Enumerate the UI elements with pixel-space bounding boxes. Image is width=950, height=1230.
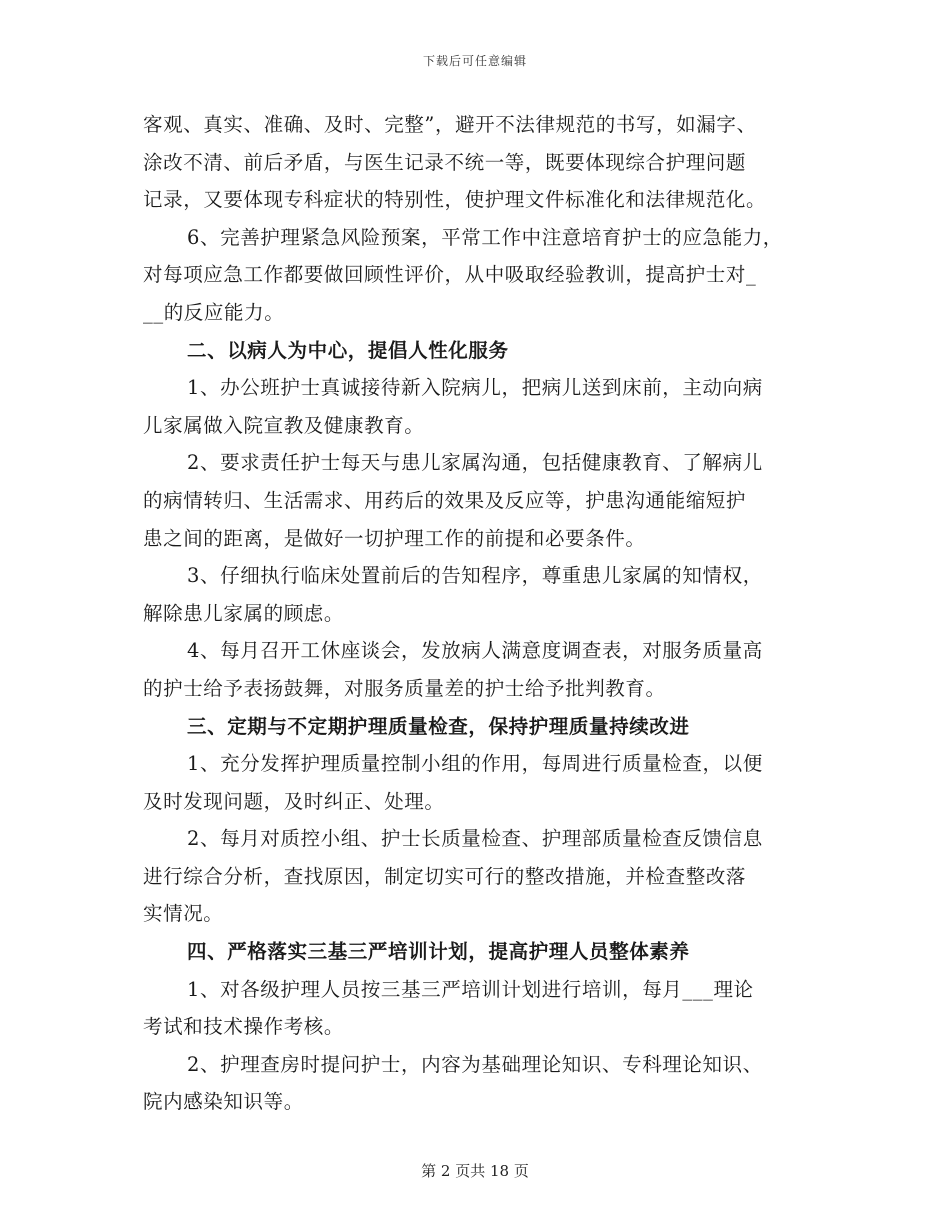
body-line: 记录，又要体现专科症状的特别性，使护理文件标准化和法律规范化。 <box>143 188 767 212</box>
body-line: 考试和技术操作考核。 <box>143 1015 345 1039</box>
body-line: 2、护理查房时提问护士，内容为基础理论知识、专科理论知识、 <box>187 1052 763 1076</box>
body-line: 院内感染知识等。 <box>143 1090 304 1114</box>
body-line: 2、要求责任护士每天与患儿家属沟通，包括健康教育、了解病儿 <box>187 451 763 475</box>
body-line: 4、每月召开工休座谈会，发放病人满意度调查表，对服务质量高 <box>187 639 763 663</box>
body-line: 患之间的距离，是做好一切护理工作的前提和必要条件。 <box>143 526 646 550</box>
page-header: 下载后可任意编辑 <box>422 54 527 68</box>
section-heading: 二、以病人为中心，提倡人性化服务 <box>187 338 509 362</box>
body-line: 实情况。 <box>143 902 224 926</box>
body-line: __的反应能力。 <box>143 300 285 324</box>
section-heading: 四、严格落实三基三严培训计划，提高护理人员整体素养 <box>187 940 690 964</box>
body-line: 涂改不清、前后矛盾，与医生记录不统一等，既要体现综合护理问题 <box>143 150 747 174</box>
body-line: 的护士给予表扬鼓舞，对服务质量差的护士给予批判教育。 <box>143 676 666 700</box>
section-heading: 三、定期与不定期护理质量检查，保持护理质量持续改进 <box>187 714 690 738</box>
body-line: 进行综合分析，查找原因，制定切实可行的整改措施，并检查整改落 <box>143 864 747 888</box>
body-line: 及时发现问题，及时纠正、处理。 <box>143 789 445 813</box>
body-line: 客观、真实、准确、及时、完整”，避开不法律规范的书写，如漏字、 <box>143 113 757 136</box>
body-line: 2、每月对质控小组、护士长质量检查、护理部质量检查反馈信息 <box>187 827 763 851</box>
body-line: 3、仔细执行临床处置前后的告知程序，尊重患儿家属的知情权， <box>187 564 763 588</box>
body-line: 1、办公班护士真诚接待新入院病儿，把病儿送到床前，主动向病 <box>187 376 763 400</box>
body-line: 的病情转归、生活需求、用药后的效果及反应等，护患沟通能缩短护 <box>143 488 747 512</box>
body-line: 对每项应急工作都要做回顾性评价，从中吸取经验教训，提高护士对_ <box>143 263 757 287</box>
document-body <box>143 106 809 1121</box>
body-line: 1、充分发挥护理质量控制小组的作用，每周进行质量检查，以便 <box>187 752 763 776</box>
page-footer: 第 2 页共 18 页 <box>421 1162 529 1180</box>
body-line: 6、完善护理紧急风险预案，平常工作中注意培育护士的应急能力， <box>187 225 783 249</box>
body-line: 解除患儿家属的顾虑。 <box>143 601 345 625</box>
body-line: 1、对各级护理人员按三基三严培训计划进行培训，每月___理论 <box>187 977 754 1001</box>
body-line: 儿家属做入院宣教及健康教育。 <box>143 413 425 437</box>
